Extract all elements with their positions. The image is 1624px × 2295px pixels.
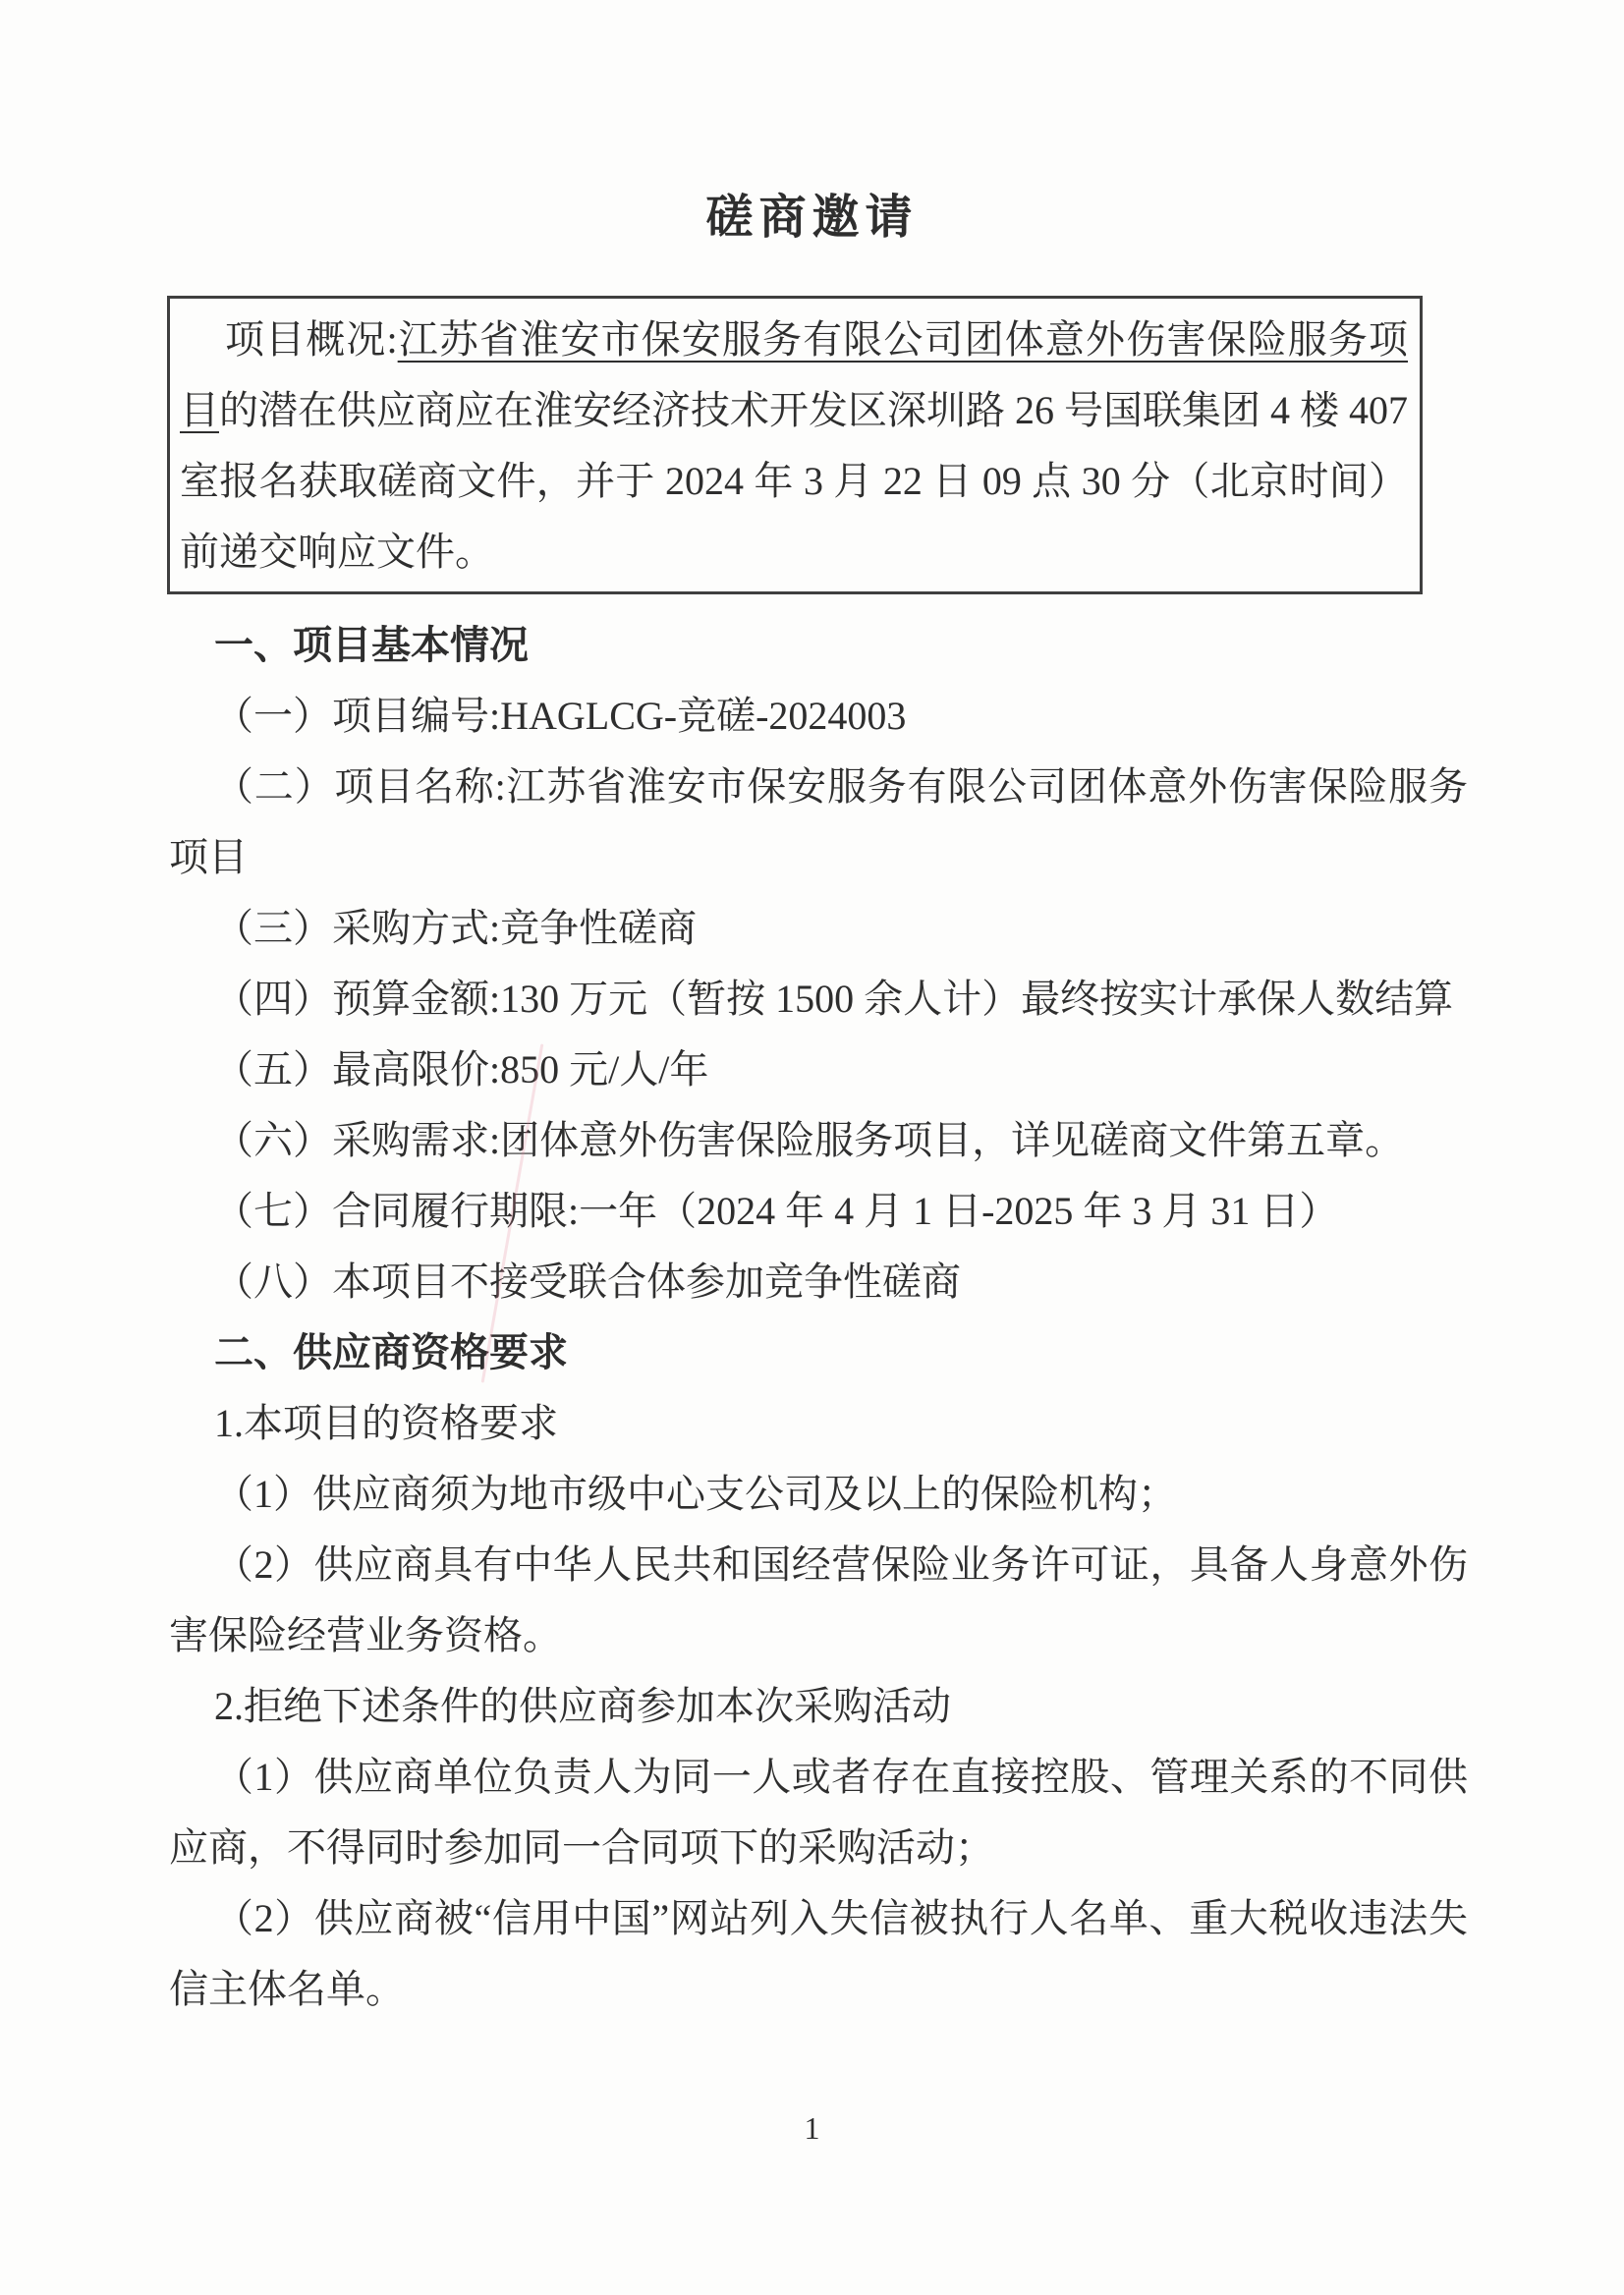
section-item: （2）供应商具有中华人民共和国经营保险业务许可证，具备人身意外伤害保险经营业务资格。 <box>169 1542 1468 1657</box>
document-body <box>169 610 1468 2025</box>
section-item: （二）项目名称:江苏省淮安市保安服务有限公司团体意外伤害保险服务项目 <box>169 764 1468 879</box>
project-overview-body: 的潜在供应商应在淮安经济技术开发区深圳路 26 号国联集团 4 楼 407 室报名获取磋商文件，并于 2024 年 3 月 22 日 09 点 30 分（北京时间）前递交响应文件。 <box>180 388 1408 574</box>
section-item: （七）合同履行期限:一年（2024 年 4 月 1 日-2025 年 3 月 31 日） <box>214 1189 1339 1233</box>
section-heading: 二、供应商资格要求 <box>214 1330 568 1374</box>
page-title: 磋商邀请 <box>705 192 919 244</box>
section-item: （三）采购方式:竞争性磋商 <box>214 906 698 950</box>
section-item: 2.拒绝下述条件的供应商参加本次采购活动 <box>214 1684 951 1728</box>
section-item: （四）预算金额:130 万元（暂按 1500 余人计）最终按实计承保人数结算 <box>214 977 1454 1021</box>
section-item: （1）供应商须为地市级中心支公司及以上的保险机构； <box>214 1472 1177 1516</box>
section-item: （五）最高限价:850 元/人/年 <box>214 1047 709 1092</box>
section-item: 1.本项目的资格要求 <box>214 1401 558 1445</box>
section-item: （2）供应商被“信用中国”网站列入失信被执行人名单、重大税收违法失信主体名单。 <box>169 1896 1468 2011</box>
page-number: 1 <box>804 2110 820 2146</box>
section-item: （1）供应商单位负责人为同一人或者存在直接控股、管理关系的不同供应商，不得同时参加同一合同项下的采购活动； <box>169 1755 1468 1870</box>
project-overview-paragraph <box>180 305 1408 588</box>
project-overview-box <box>167 296 1423 594</box>
project-name-underlined: 江苏省淮安市保安服务有限公司团体意外伤害保险服务项目 <box>180 317 1408 432</box>
section-heading: 一、项目基本情况 <box>214 623 529 667</box>
section-item: （六）采购需求:团体意外伤害保险服务项目，详见磋商文件第五章。 <box>214 1118 1405 1162</box>
section-item: （八）本项目不接受联合体参加竞争性磋商 <box>214 1259 961 1304</box>
section-item: （一）项目编号:HAGLCG-竞磋-2024003 <box>214 694 907 738</box>
project-overview-prefix: 项目概况: <box>225 317 398 362</box>
